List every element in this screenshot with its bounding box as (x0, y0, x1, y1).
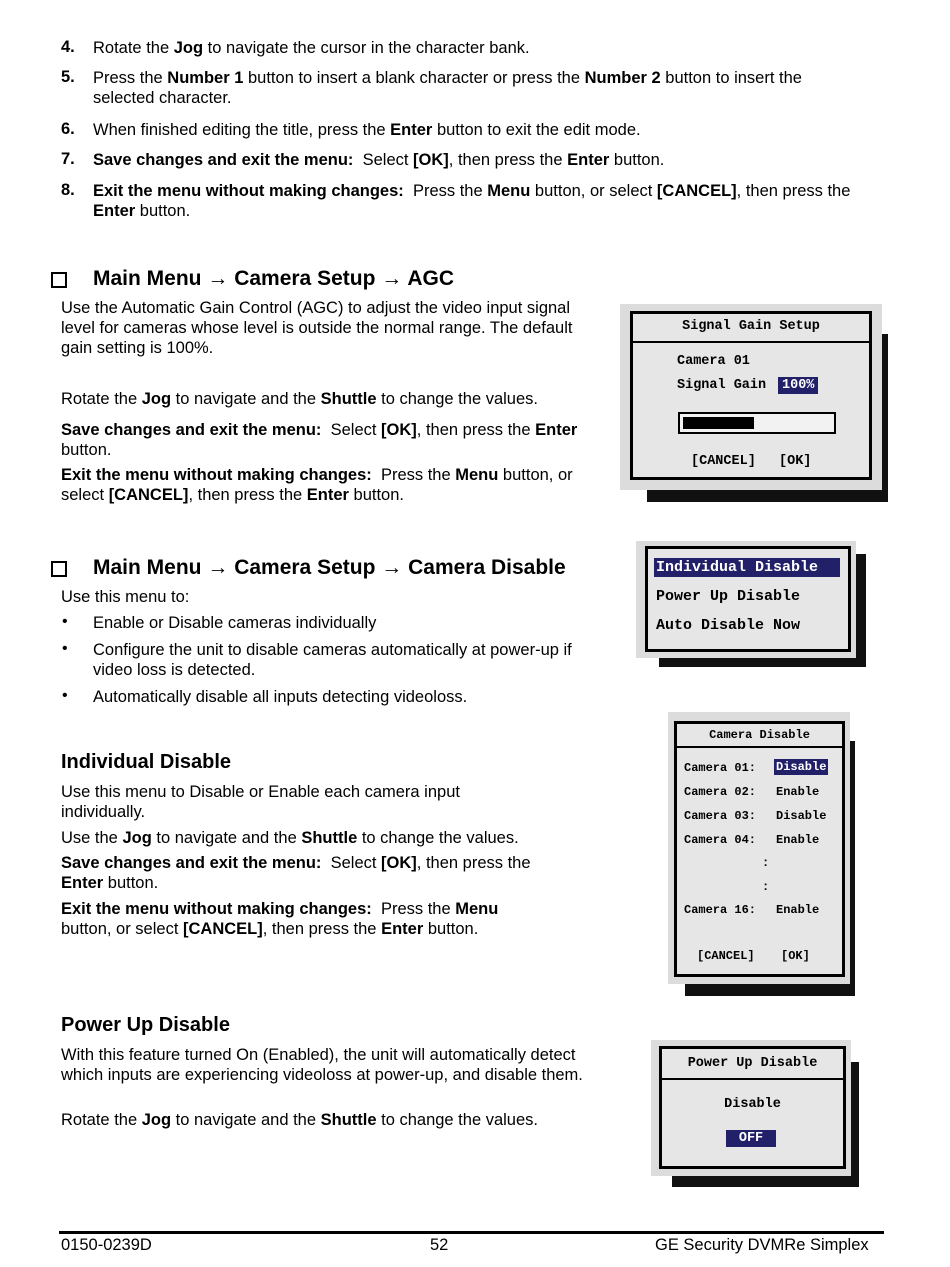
individual-save-note: Save changes and exit the menu: Select [OK], then press the Enter button. (61, 854, 531, 892)
camera-row-value[interactable]: Enable (776, 903, 820, 917)
step-number: 5. (61, 68, 75, 86)
section-heading-agc: Main Menu → Camera Setup → AGC (93, 267, 454, 290)
menu-item-auto-disable-now[interactable]: Auto Disable Now (656, 617, 801, 634)
individual-exit-note: Exit the menu without making changes: Press the Menu button, or select [CANCEL], then press the Enter button. (61, 900, 499, 938)
cancel-button[interactable]: [CANCEL] (691, 454, 756, 469)
bullet-item: Enable or Disable cameras individually (93, 614, 377, 632)
dialog-title: Camera Disable (709, 728, 810, 742)
cancel-button[interactable]: [CANCEL] (697, 949, 755, 963)
camera-row-value[interactable]: Disable (776, 809, 827, 823)
footer-page-number: 52 (430, 1236, 449, 1254)
bullet-item: Automatically disable all inputs detecting videoloss. (93, 688, 468, 706)
bullet: • (62, 613, 68, 630)
step-number: 4. (61, 38, 75, 56)
footer-rule (59, 1231, 884, 1234)
agc-instruction: Rotate the Jog to navigate and the Shuttle to change the values. (61, 390, 538, 408)
ellipsis: : (762, 880, 770, 894)
powerup-instruction: Rotate the Jog to navigate and the Shuttle to change the values. (61, 1111, 538, 1129)
footer-doc-number: 0150-0239D (61, 1236, 152, 1254)
camera-label: Camera 01 (677, 354, 750, 369)
menu-item-individual-disable[interactable]: Individual Disable (654, 558, 840, 577)
signal-gain-value[interactable]: 100% (778, 377, 818, 394)
individual-intro: Use this menu to Disable or Enable each camera input individually. (61, 783, 460, 821)
powerup-intro: With this feature turned On (Enabled), the unit will automatically detect which inputs are experiencing videoloss at power-up, and disable them. (61, 1046, 583, 1084)
step-text: When finished editing the title, press the Enter button to exit the edit mode. (93, 121, 641, 139)
dialog-title: Signal Gain Setup (682, 319, 820, 334)
step-number: 6. (61, 120, 75, 138)
camera-row-value[interactable]: Enable (776, 833, 820, 847)
agc-save-note: Save changes and exit the menu: Select [OK], then press the Enter button. (61, 421, 578, 459)
signal-gain-bar-fill (683, 417, 754, 429)
camera-row-value[interactable]: Enable (776, 785, 820, 799)
checkbox-bullet-icon (51, 272, 67, 288)
section-heading-camera-disable: Main Menu → Camera Setup → Camera Disable (93, 556, 566, 579)
menu-item-power-up-disable[interactable]: Power Up Disable (656, 588, 801, 605)
ellipsis: : (762, 856, 770, 870)
individual-instruction: Use the Jog to navigate and the Shuttle to change the values. (61, 829, 519, 847)
signal-gain-label: Signal Gain (677, 378, 767, 393)
footer-product: GE Security DVMRe Simplex (655, 1236, 869, 1254)
disable-label: Disable (724, 1097, 781, 1112)
camera-row-value[interactable]: Disable (776, 760, 827, 774)
agc-intro: Use the Automatic Gain Control (AGC) to adjust the video input signal level for cameras whose level is outside the normal range. The default gain setting is 100%. (61, 299, 573, 357)
agc-exit-note: Exit the menu without making changes: Press the Menu button, or select [CANCEL], then press the Enter button. (61, 466, 573, 504)
camera-row-label: Camera 01: (684, 761, 757, 775)
subheading-power-up-disable: Power Up Disable (61, 1014, 230, 1036)
step-number: 8. (61, 181, 75, 199)
step-text: Exit the menu without making changes: Press the Menu button, or select [CANCEL], then press the Enter button. (93, 182, 851, 220)
step-text: Rotate the Jog to navigate the cursor in the character bank. (93, 39, 530, 57)
camera-row-label: Camera 04: (684, 833, 757, 847)
ok-button[interactable]: [OK] (781, 949, 810, 963)
ok-button[interactable]: [OK] (779, 454, 812, 469)
camera-row-label: Camera 02: (684, 785, 757, 799)
step-text: Press the Number 1 button to insert a blank character or press the Number 2 button to insert the selected character. (93, 69, 802, 107)
camera-row-label: Camera 03: (684, 809, 757, 823)
power-up-disable-value[interactable]: OFF (726, 1130, 776, 1147)
step-text: Save changes and exit the menu: Select [OK], then press the Enter button. (93, 151, 665, 169)
camera-disable-intro: Use this menu to: (61, 588, 190, 606)
signal-gain-bar[interactable] (678, 412, 836, 434)
subheading-individual-disable: Individual Disable (61, 751, 232, 773)
bullet: • (62, 687, 68, 704)
bullet-item: Configure the unit to disable cameras automatically at power-up if video loss is detected. (93, 641, 572, 679)
camera-row-label: Camera 16: (684, 903, 757, 917)
dialog-title: Power Up Disable (687, 1056, 818, 1071)
bullet: • (62, 640, 68, 657)
step-number: 7. (61, 150, 75, 168)
checkbox-bullet-icon (51, 561, 67, 577)
